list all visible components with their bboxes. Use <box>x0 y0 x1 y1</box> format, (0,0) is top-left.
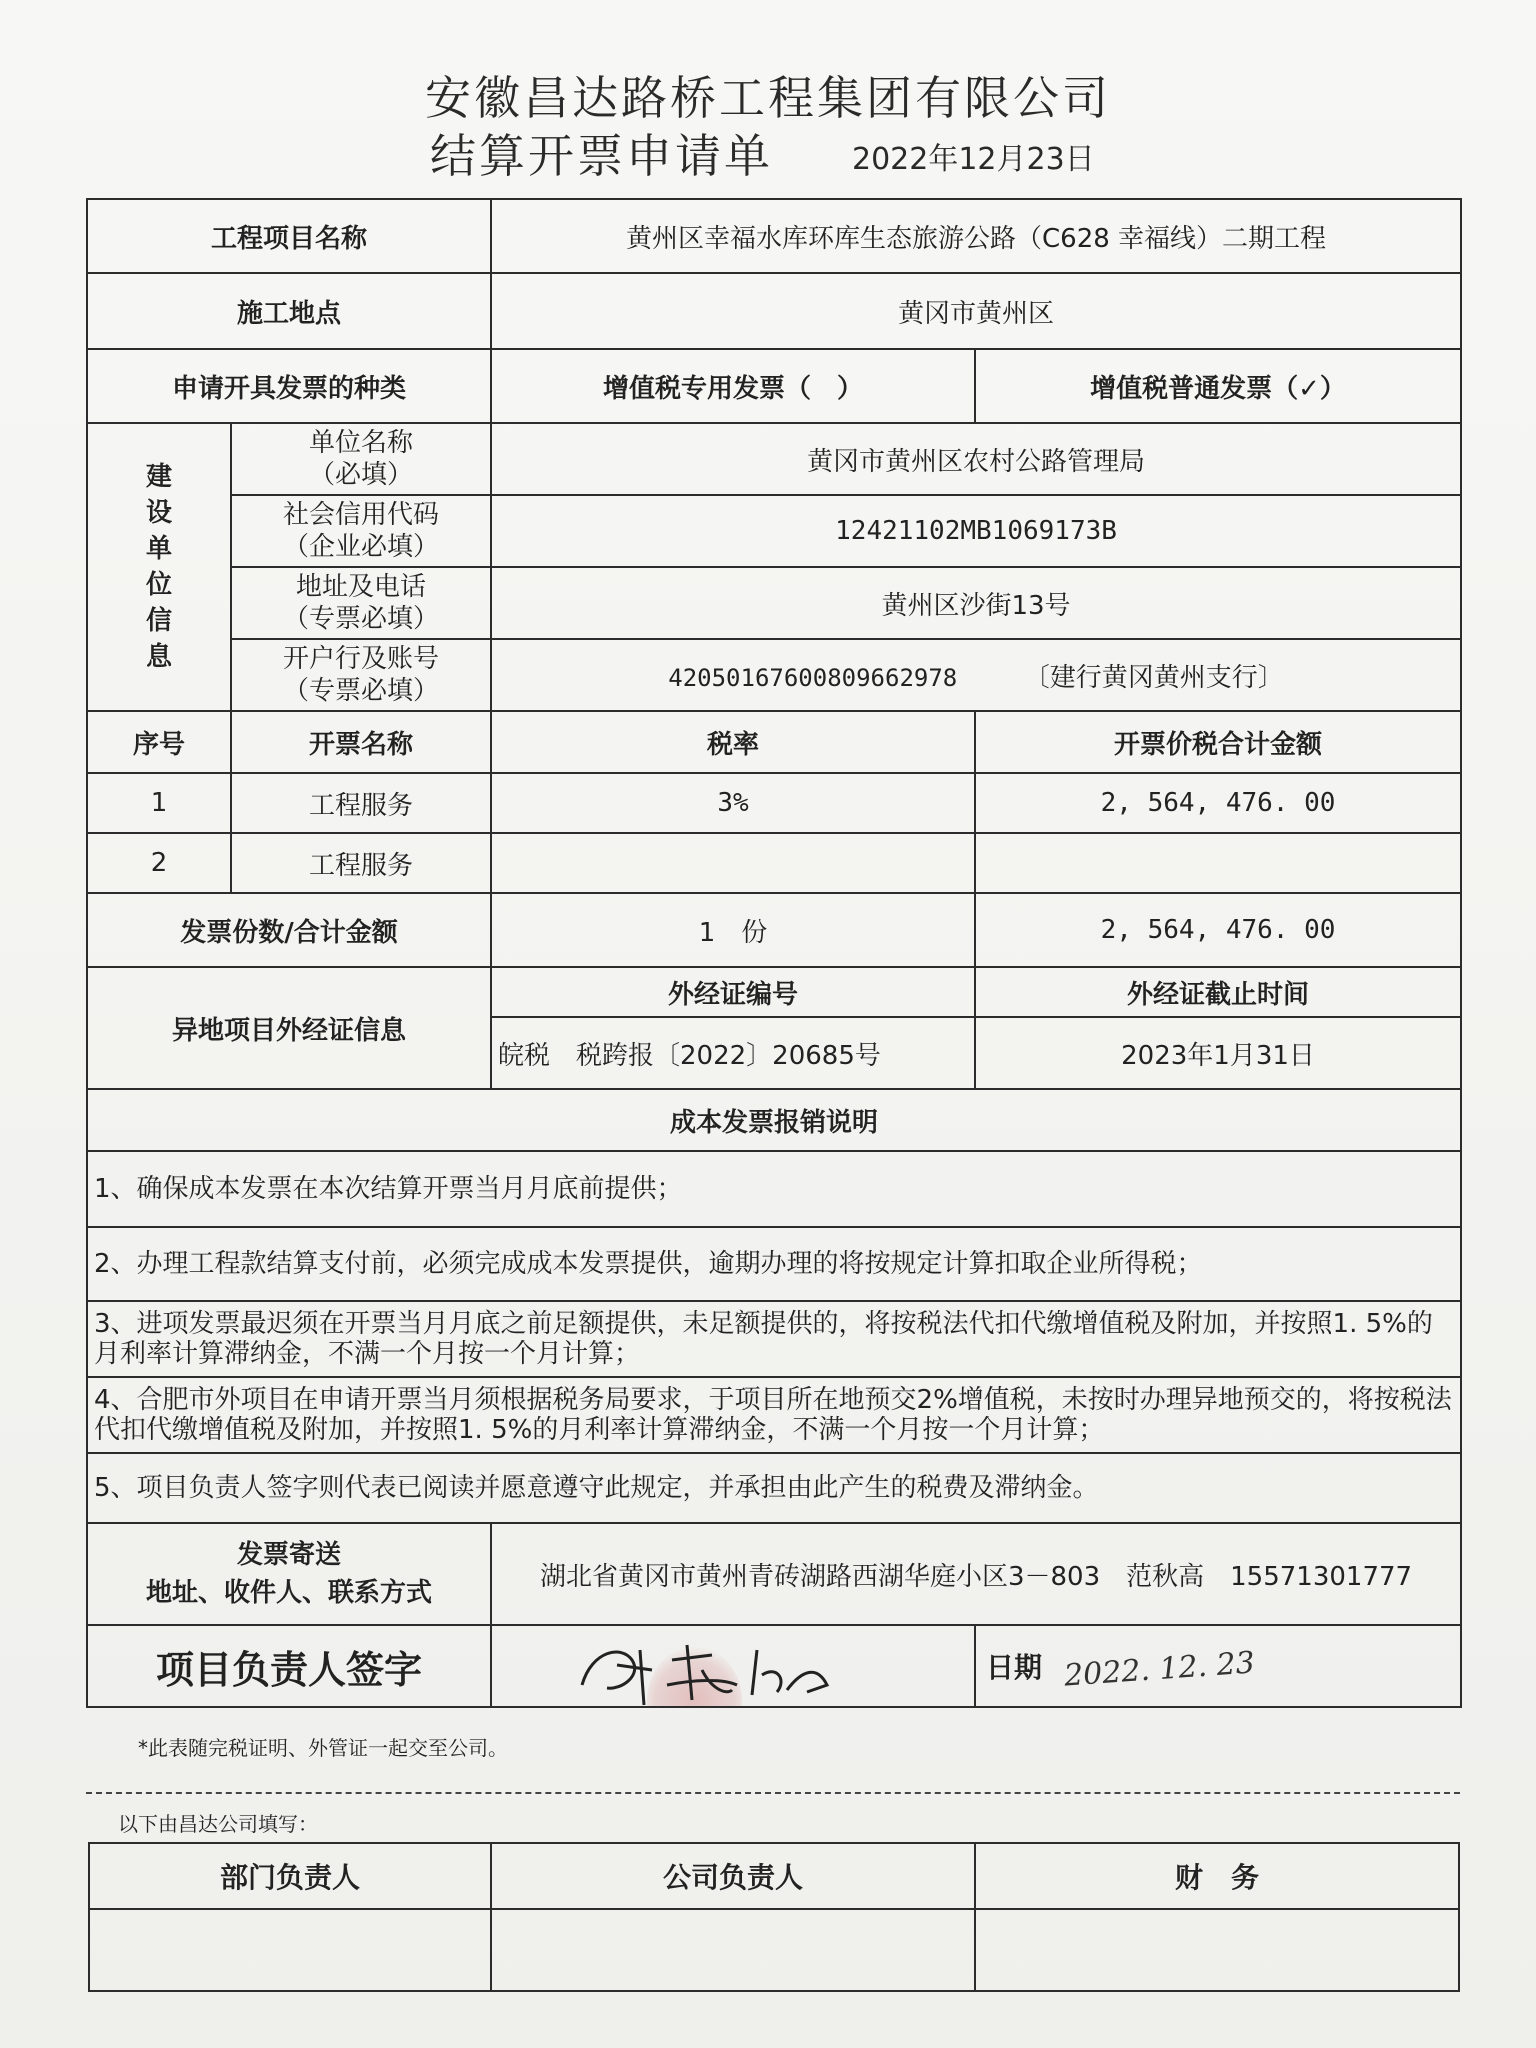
builder-char: 建 <box>145 462 172 492</box>
invoice-type-special: 增值税专用发票（ ） <box>491 349 975 423</box>
footnote: *此表随完税证明、外管证一起交至公司。 <box>138 1736 508 1760</box>
approval-table <box>88 1842 1460 1992</box>
delivery-value: 湖北省黄冈市黄州青砖湖路西湖华庭小区3－803 范秋高 15571301777 <box>491 1523 1461 1625</box>
form-title: 结算开票申请单 <box>430 129 773 183</box>
external-deadline-value: 2023年1月31日 <box>975 1017 1461 1089</box>
row-amount: 2, 564, 476. 00 <box>975 773 1461 833</box>
table-row <box>87 833 1461 893</box>
dashed-divider <box>86 1792 1460 1794</box>
note-2: 2、办理工程款结算支付前，必须完成成本发票提供，逾期办理的将按规定计算扣取企业所得税； <box>87 1227 1461 1301</box>
handwritten-date: 2022. 12. 23 <box>1063 1645 1256 1694</box>
totals-copies: 1 份 <box>491 893 975 967</box>
signature-cell <box>491 1625 975 1707</box>
row-amount <box>975 833 1461 893</box>
row-name: 工程服务 <box>231 833 491 893</box>
row-rate: 3% <box>491 773 975 833</box>
signature-date-cell <box>975 1625 1461 1707</box>
note-5: 5、项目负责人签字则代表已阅读并愿意遵守此规定，并承担由此产生的税费及滞纳金。 <box>87 1453 1461 1523</box>
col-header-rate: 税率 <box>491 711 975 773</box>
fill-section-intro: 以下由昌达公司填写： <box>118 1812 318 1836</box>
row-no: 2 <box>87 833 231 893</box>
delivery-label: 发票寄送 地址、收件人、联系方式 <box>87 1523 491 1625</box>
date-label: 日期 <box>986 1651 1043 1684</box>
finance-label: 财 务 <box>975 1843 1459 1909</box>
company-head-signature[interactable] <box>491 1909 975 1991</box>
row-no: 1 <box>87 773 231 833</box>
reimbursement-title: 成本发票报销说明 <box>87 1089 1461 1151</box>
table-row <box>87 773 1461 833</box>
invoice-type-normal: 增值税普通发票（✓） <box>975 349 1461 423</box>
external-number-value: 皖税 税跨报〔2022〕20685号 <box>491 1017 975 1089</box>
project-name-label: 工程项目名称 <box>87 199 491 273</box>
company-head-label: 公司负责人 <box>491 1843 975 1909</box>
company-title: 安徽昌达路桥工程集团有限公司 <box>425 71 1111 125</box>
builder-char: 单 <box>145 534 172 564</box>
col-header-amount: 开票价税合计金额 <box>975 711 1461 773</box>
bank-value <box>491 639 1461 711</box>
builder-section-label <box>87 423 231 711</box>
unit-name-label: 单位名称 （必填） <box>231 423 491 495</box>
signature-label: 项目负责人签字 <box>87 1625 491 1707</box>
external-number-label: 外经证编号 <box>491 967 975 1017</box>
note-1: 1、确保成本发票在本次结算开票当月月底前提供； <box>87 1151 1461 1227</box>
totals-label: 发票份数/合计金额 <box>87 893 491 967</box>
row-name: 工程服务 <box>231 773 491 833</box>
builder-char: 位 <box>145 570 172 600</box>
application-table <box>86 198 1462 1708</box>
external-deadline-label: 外经证截止时间 <box>975 967 1461 1017</box>
col-header-name: 开票名称 <box>231 711 491 773</box>
site-value: 黄冈市黄州区 <box>491 273 1461 349</box>
unit-name-value: 黄冈市黄州区农村公路管理局 <box>491 423 1461 495</box>
handwritten-signature <box>562 1630 862 1707</box>
builder-char: 息 <box>145 642 172 672</box>
totals-amount: 2, 564, 476. 00 <box>975 893 1461 967</box>
col-header-no: 序号 <box>87 711 231 773</box>
bank-name: 〔建行黄冈黄州支行〕 <box>1023 662 1284 693</box>
credit-code-label: 社会信用代码 （企业必填） <box>231 495 491 567</box>
form-date: 2022年12月23日 <box>852 142 1095 177</box>
invoice-type-label: 申请开具发票的种类 <box>87 349 491 423</box>
external-label: 异地项目外经证信息 <box>87 967 491 1089</box>
finance-signature[interactable] <box>975 1909 1459 1991</box>
project-name-value: 黄州区幸福水库环库生态旅游公路（C628 幸福线）二期工程 <box>491 199 1461 273</box>
builder-char: 设 <box>145 498 172 528</box>
dept-head-label: 部门负责人 <box>89 1843 491 1909</box>
row-rate <box>491 833 975 893</box>
address-value: 黄州区沙街13号 <box>491 567 1461 639</box>
bank-label: 开户行及账号 （专票必填） <box>231 639 491 711</box>
builder-char: 信 <box>145 606 172 636</box>
bank-account: 42050167600809662978 <box>668 663 958 692</box>
note-4: 4、合肥市外项目在申请开票当月须根据税务局要求，于项目所在地预交2%增值税，未按时办理异地预交的，将按税法代扣代缴增值税及附加，并按照1. 5%的月利率计算滞纳金，不满一个月按一个月计算； <box>87 1377 1461 1453</box>
dept-head-signature[interactable] <box>89 1909 491 1991</box>
site-label: 施工地点 <box>87 273 491 349</box>
address-label: 地址及电话 （专票必填） <box>231 567 491 639</box>
credit-code-value: 12421102MB1069173B <box>491 495 1461 567</box>
note-3: 3、进项发票最迟须在开票当月月底之前足额提供，未足额提供的，将按税法代扣代缴增值税及附加，并按照1. 5%的月利率计算滞纳金，不满一个月按一个月计算； <box>87 1301 1461 1377</box>
